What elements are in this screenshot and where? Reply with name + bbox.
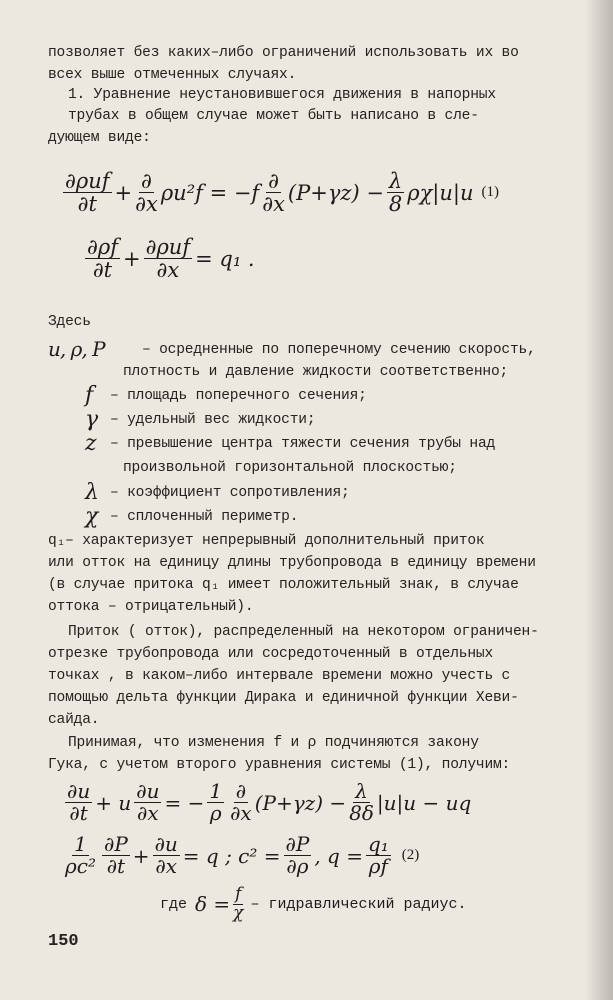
definition-text: – удельный вес жидкости;	[110, 412, 316, 428]
here-label: Здесь	[48, 314, 91, 330]
text-line: 1. Уравнение неустановившегося движения в напорных	[68, 87, 496, 103]
text-line: Гука, с учетом второго уравнения системы (1), получим:	[48, 757, 511, 773]
text-line: или отток на единицу длины трубопровода в единицу времени	[48, 555, 536, 571]
equation-1: ∂ρuf ∂t + ∂ ∂x ρu²f = −f ∂ ∂x (P+γz) − $\frac{\lambda}{8}$ ρχ|u|u (1)	[65, 169, 500, 217]
definition-text: – площадь поперечного сечения;	[110, 388, 367, 404]
text-line: точках , в каком–либо интервале времени можно учесть с	[48, 668, 511, 684]
text-line: сайда.	[48, 712, 100, 728]
definition-text: – превышение центра тяжести сечения трубы над	[110, 436, 496, 452]
text-line: q₁– характеризует непрерывный дополнительный приток	[48, 533, 485, 549]
text-line: Приток ( отток), распределенный на некотором ограничен-	[68, 624, 539, 640]
definition-symbol: f	[85, 383, 94, 408]
definition-symbol: u, ρ, P	[48, 337, 105, 361]
text-line: всех выше отмеченных случаях.	[48, 67, 297, 83]
text-line: дующем виде:	[48, 130, 151, 146]
page-number: 150	[48, 932, 79, 951]
equation-1b: ∂ρf ∂t + ∂ρuf ∂x = q₁ .	[87, 235, 255, 283]
text-line: позволяет без каких–либо ограничений использовать их во	[48, 45, 519, 61]
text-line: Принимая, что изменения f и ρ подчиняются закону	[68, 735, 479, 751]
text-line: оттока – отрицательный).	[48, 599, 254, 615]
text-line: трубах в общем случае может быть написано в сле-	[68, 108, 479, 124]
page-edge-shadow	[585, 0, 613, 1000]
definition-symbol: λ	[85, 480, 99, 505]
equation-number: (1)	[481, 184, 500, 201]
equation-2b: 1 ρc² ∂P ∂t + $\frac{\partial u}{\partial x}$ = q ; c² = $\frac{\partial P}{\partial\rho}$ , q = $\frac{\text{q₁}}{\rho f}$ (2)	[65, 832, 420, 878]
definition-text: произвольной горизонтальной плоскостью;	[123, 460, 457, 476]
text-line: помощью дельта функции Дирака и единичной функции Хеви-	[48, 690, 519, 706]
text-line: (в случае притока q₁ имеет положительный знак, в случае	[48, 577, 519, 593]
definition-text: – сплоченный периметр.	[110, 509, 299, 525]
equation-number: (2)	[401, 847, 420, 863]
definition-text: – коэффициент сопротивления;	[110, 485, 350, 501]
definition-symbol: z	[85, 431, 97, 456]
hydraulic-radius-line: где δ = $\frac{f}{\chi}$ – гидравлический радиус.	[160, 884, 467, 923]
definition-text: – осредненные по поперечному сечению скорость,	[142, 342, 536, 358]
definition-symbol: γ	[85, 407, 99, 432]
definition-symbol: χ	[85, 504, 99, 529]
text-line: отрезке трубопровода или сосредоточенный в отдельных	[48, 646, 493, 662]
equation-2a: ∂u ∂t + u $\frac{\partial u}{\partial x}$ = − $\frac{1}{\rho}$ ∂ ∂x (P+γz) − $\frac{\lambda}{8\delta}$ |u|u − uq	[67, 779, 472, 825]
definition-text: плотность и давление жидкости соответственно;	[123, 364, 509, 380]
